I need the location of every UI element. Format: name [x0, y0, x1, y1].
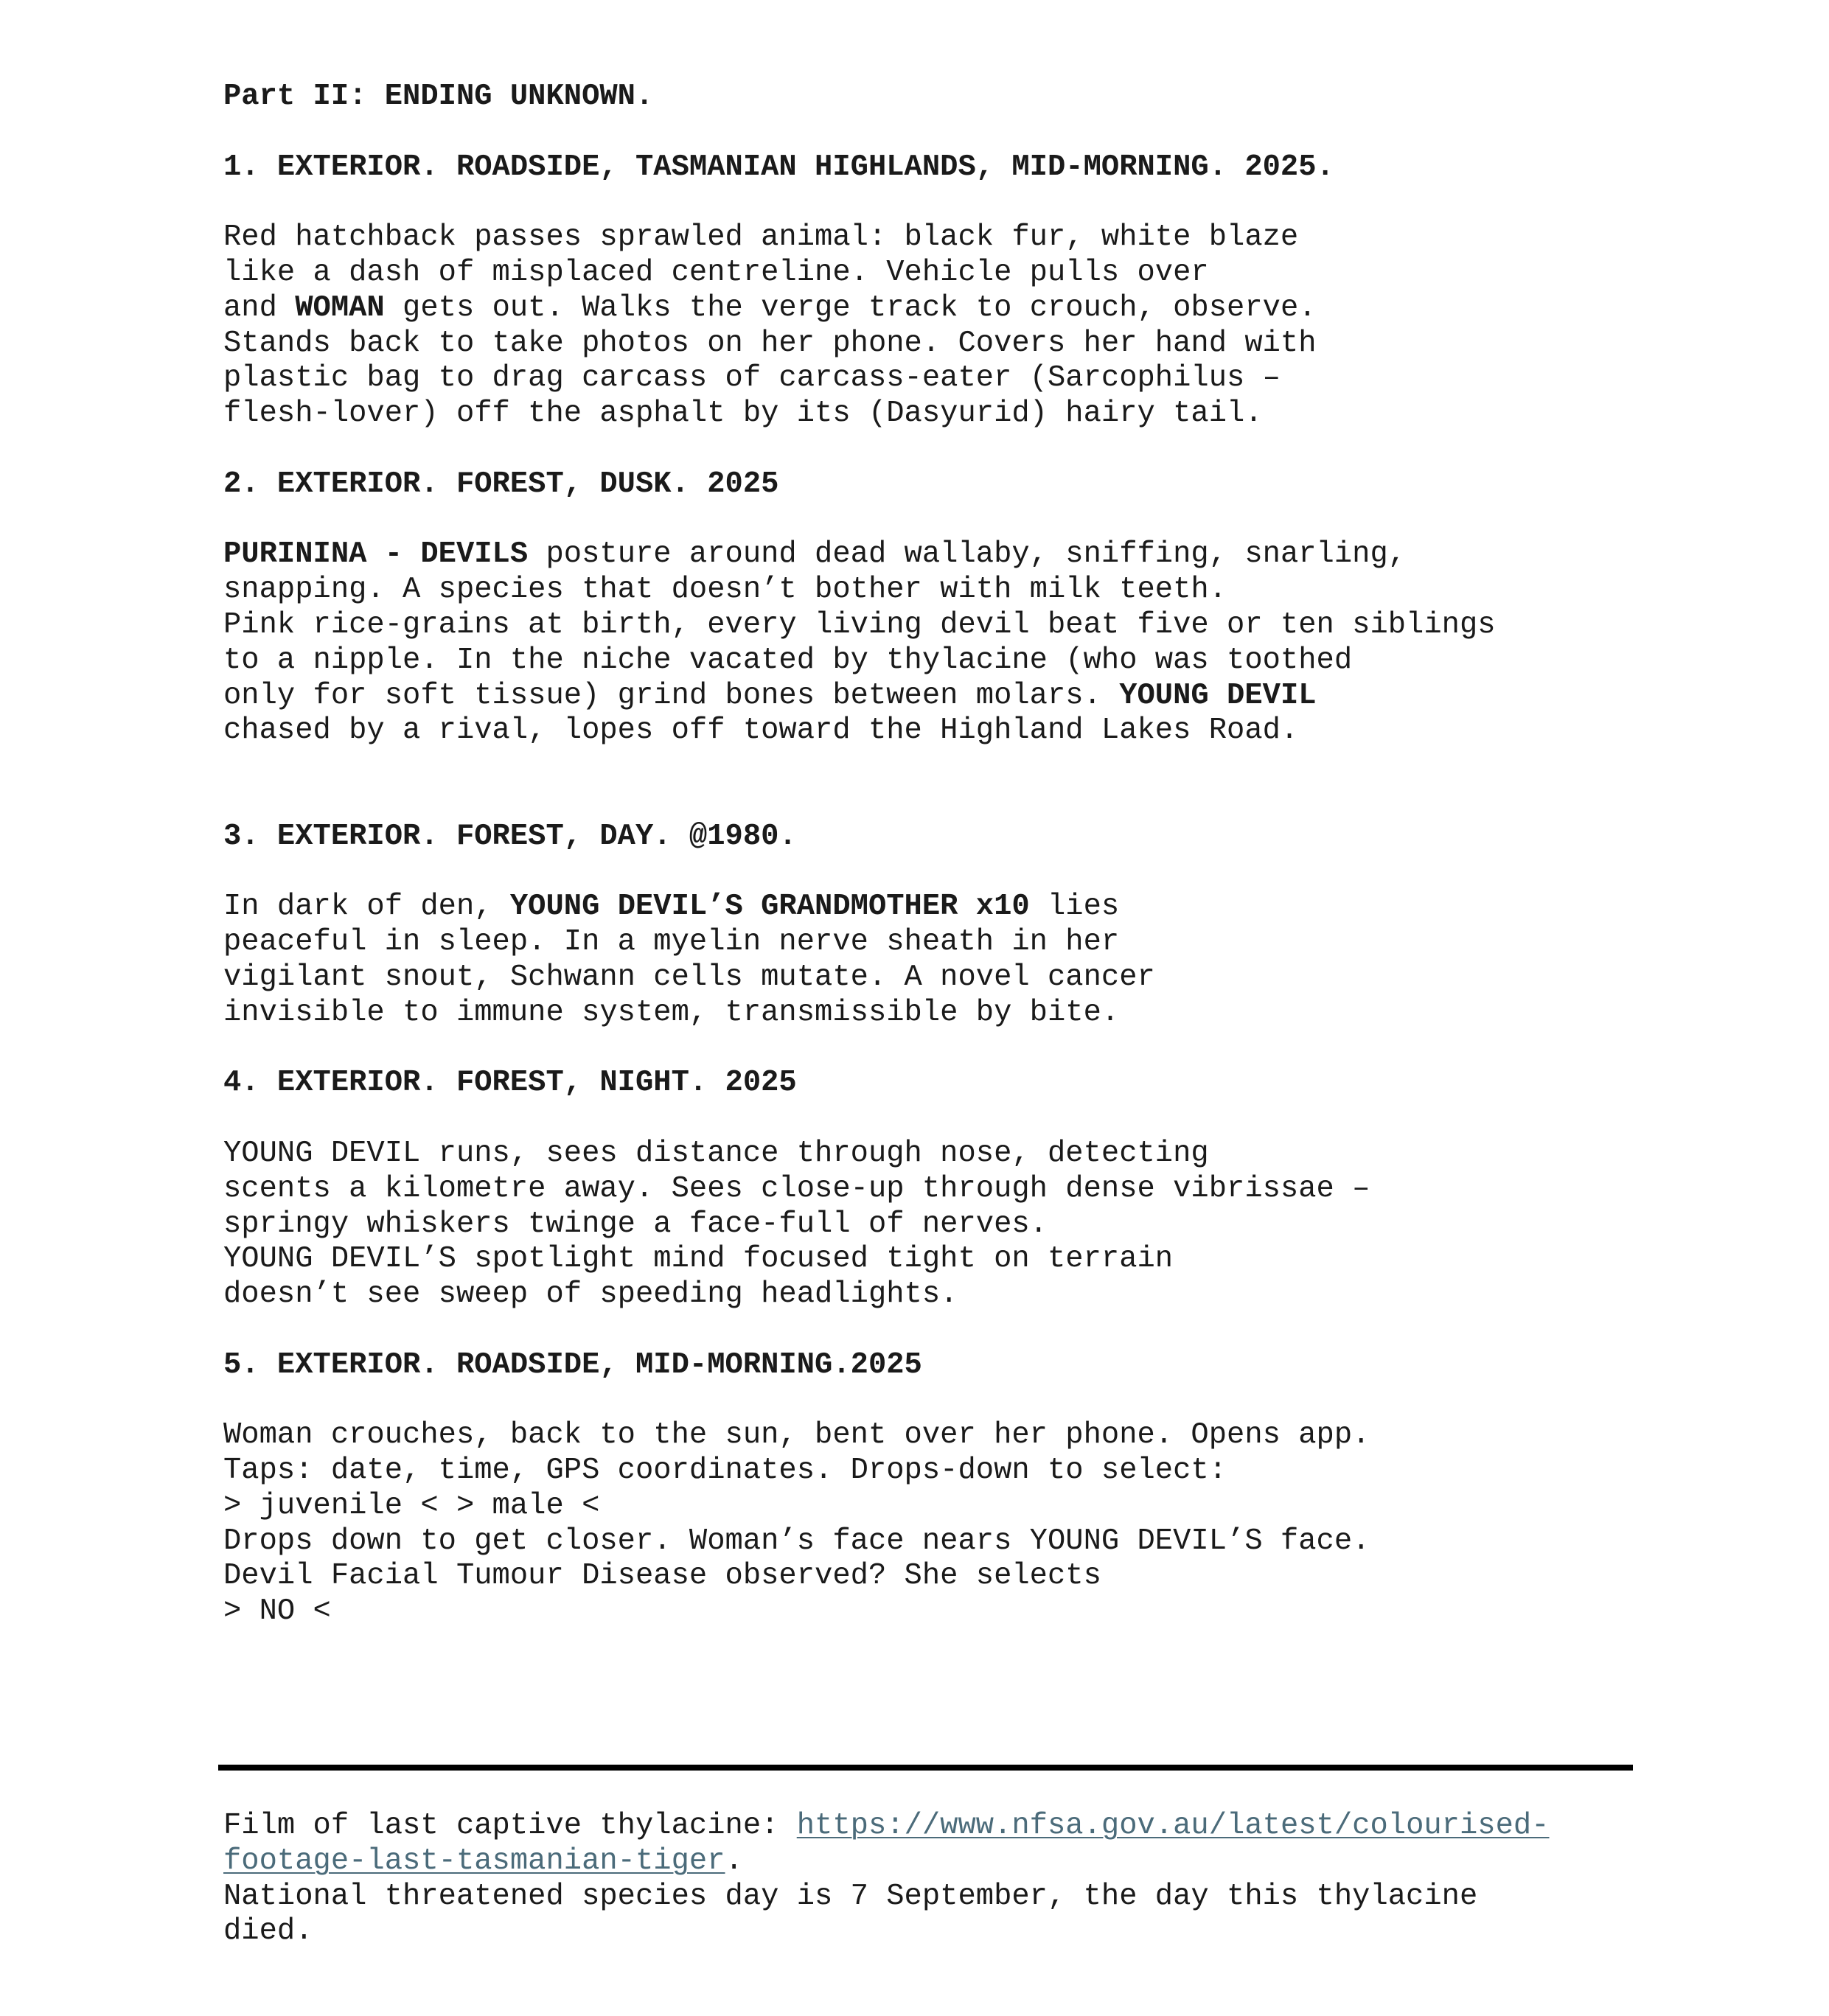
action-line: to a nipple. In the niche vacated by thylacine (who was toothed [223, 643, 1353, 677]
action-text: and [223, 290, 296, 325]
spacer [223, 749, 1661, 784]
footnote-link-part-1[interactable]: https://www.nfsa.gov.au/latest/colourised- [796, 1809, 1550, 1843]
character-name: YOUNG DEVIL’S GRANDMOTHER x10 [509, 890, 1030, 924]
action-line: springy whiskers twinge a face-full of nerves. [223, 1207, 1048, 1241]
action-line: Stands back to take photos on her phone. Covers her hand with [223, 326, 1317, 360]
action-line: like a dash of misplaced centreline. Vehicle pulls over [223, 255, 1209, 290]
action-line: peaceful in sleep. In a myelin nerve sheath in her [223, 925, 1120, 960]
action-line: Red hatchback passes sprawled animal: black fur, white blaze [223, 220, 1299, 255]
footnote-line-2 [223, 1844, 1661, 1880]
action-line: vigilant snout, Schwann cells mutate. A novel cancer [223, 960, 1155, 994]
footnote-line-4: died. [223, 1914, 313, 1949]
action-line: scents a kilometre away. Sees close-up through dense vibrissae – [223, 1171, 1370, 1206]
character-name: YOUNG DEVIL [1119, 678, 1317, 713]
action-line [223, 890, 1661, 925]
action-line: Pink rice-grains at birth, every living devil beat five or ten siblings [223, 607, 1496, 642]
spacer [223, 1313, 1661, 1348]
action-line [223, 679, 1661, 714]
script-body [223, 80, 1661, 1630]
action-line: YOUNG DEVIL’S spotlight mind focused tight on terrain [223, 1242, 1174, 1277]
spacer [223, 1101, 1661, 1137]
spacer [223, 855, 1661, 890]
action-line: invisible to immune system, transmissible by bite. [223, 995, 1120, 1030]
action-line: > juvenile < > male < [223, 1488, 600, 1523]
spacer [223, 503, 1661, 538]
spacer [223, 1031, 1661, 1067]
scene-heading: 4. EXTERIOR. FOREST, NIGHT. 2025 [223, 1066, 797, 1101]
spacer [223, 185, 1661, 220]
part-title: Part II: ENDING UNKNOWN. [223, 80, 654, 114]
action-line: Woman crouches, back to the sun, bent over her phone. Opens app. [223, 1418, 1370, 1453]
spacer [223, 1383, 1661, 1418]
action-line: plastic bag to drag carcass of carcass-eater (Sarcophilus – [223, 361, 1281, 396]
action-line: YOUNG DEVIL runs, sees distance through nose, detecting [223, 1136, 1209, 1171]
action-line: chased by a rival, lopes off toward the Highland Lakes Road. [223, 714, 1299, 748]
scene-list [223, 150, 1661, 1630]
footnote-separator [218, 1765, 1633, 1771]
scene-heading: 3. EXTERIOR. FOREST, DAY. @1980. [223, 819, 797, 854]
action-text: gets out. Walks the verge track to crouch, observe. [384, 290, 1317, 325]
action-line: Taps: date, time, GPS coordinates. Drops-down to select: [223, 1454, 1227, 1488]
action-line: doesn’t see sweep of speeding headlights. [223, 1277, 958, 1312]
scene-heading: 2. EXTERIOR. FOREST, DUSK. 2025 [223, 467, 779, 501]
character-name: WOMAN [295, 290, 385, 325]
action-text: only for soft tissue) grind bones between molars. [223, 678, 1120, 713]
footnote [223, 1809, 1661, 1950]
action-line: snapping. A species that doesn’t bother with milk teeth. [223, 573, 1227, 607]
action-line: Drops down to get closer. Woman’s face nears YOUNG DEVIL’S face. [223, 1524, 1370, 1558]
footnote-line-1 [223, 1809, 1661, 1844]
footnote-link-part-2[interactable]: footage-last-tasmanian-tiger [223, 1844, 725, 1878]
character-name: PURININA - DEVILS [223, 537, 529, 572]
spacer [223, 115, 1661, 150]
action-text: In dark of den, [223, 890, 510, 924]
action-text: posture around dead wallaby, sniffing, snarling, [528, 537, 1407, 572]
action-line [223, 291, 1661, 327]
footnote-link-suffix: . [725, 1844, 743, 1878]
footnote-line-3: National threatened species day is 7 September, the day this thylacine [223, 1879, 1478, 1914]
spacer [223, 784, 1661, 820]
scene-heading: 5. EXTERIOR. ROADSIDE, MID-MORNING.2025 [223, 1347, 922, 1382]
spacer [223, 432, 1661, 467]
action-line [223, 537, 1661, 573]
scene-heading: 1. EXTERIOR. ROADSIDE, TASMANIAN HIGHLANDS, MID-MORNING. 2025. [223, 150, 1334, 184]
action-line: > NO < [223, 1594, 331, 1629]
action-text: lies [1029, 890, 1120, 924]
action-line: flesh-lover) off the asphalt by its (Dasyurid) hairy tail. [223, 397, 1263, 431]
action-line: Devil Facial Tumour Disease observed? She selects [223, 1559, 1101, 1594]
footnote-prefix: Film of last captive thylacine: [223, 1809, 797, 1843]
